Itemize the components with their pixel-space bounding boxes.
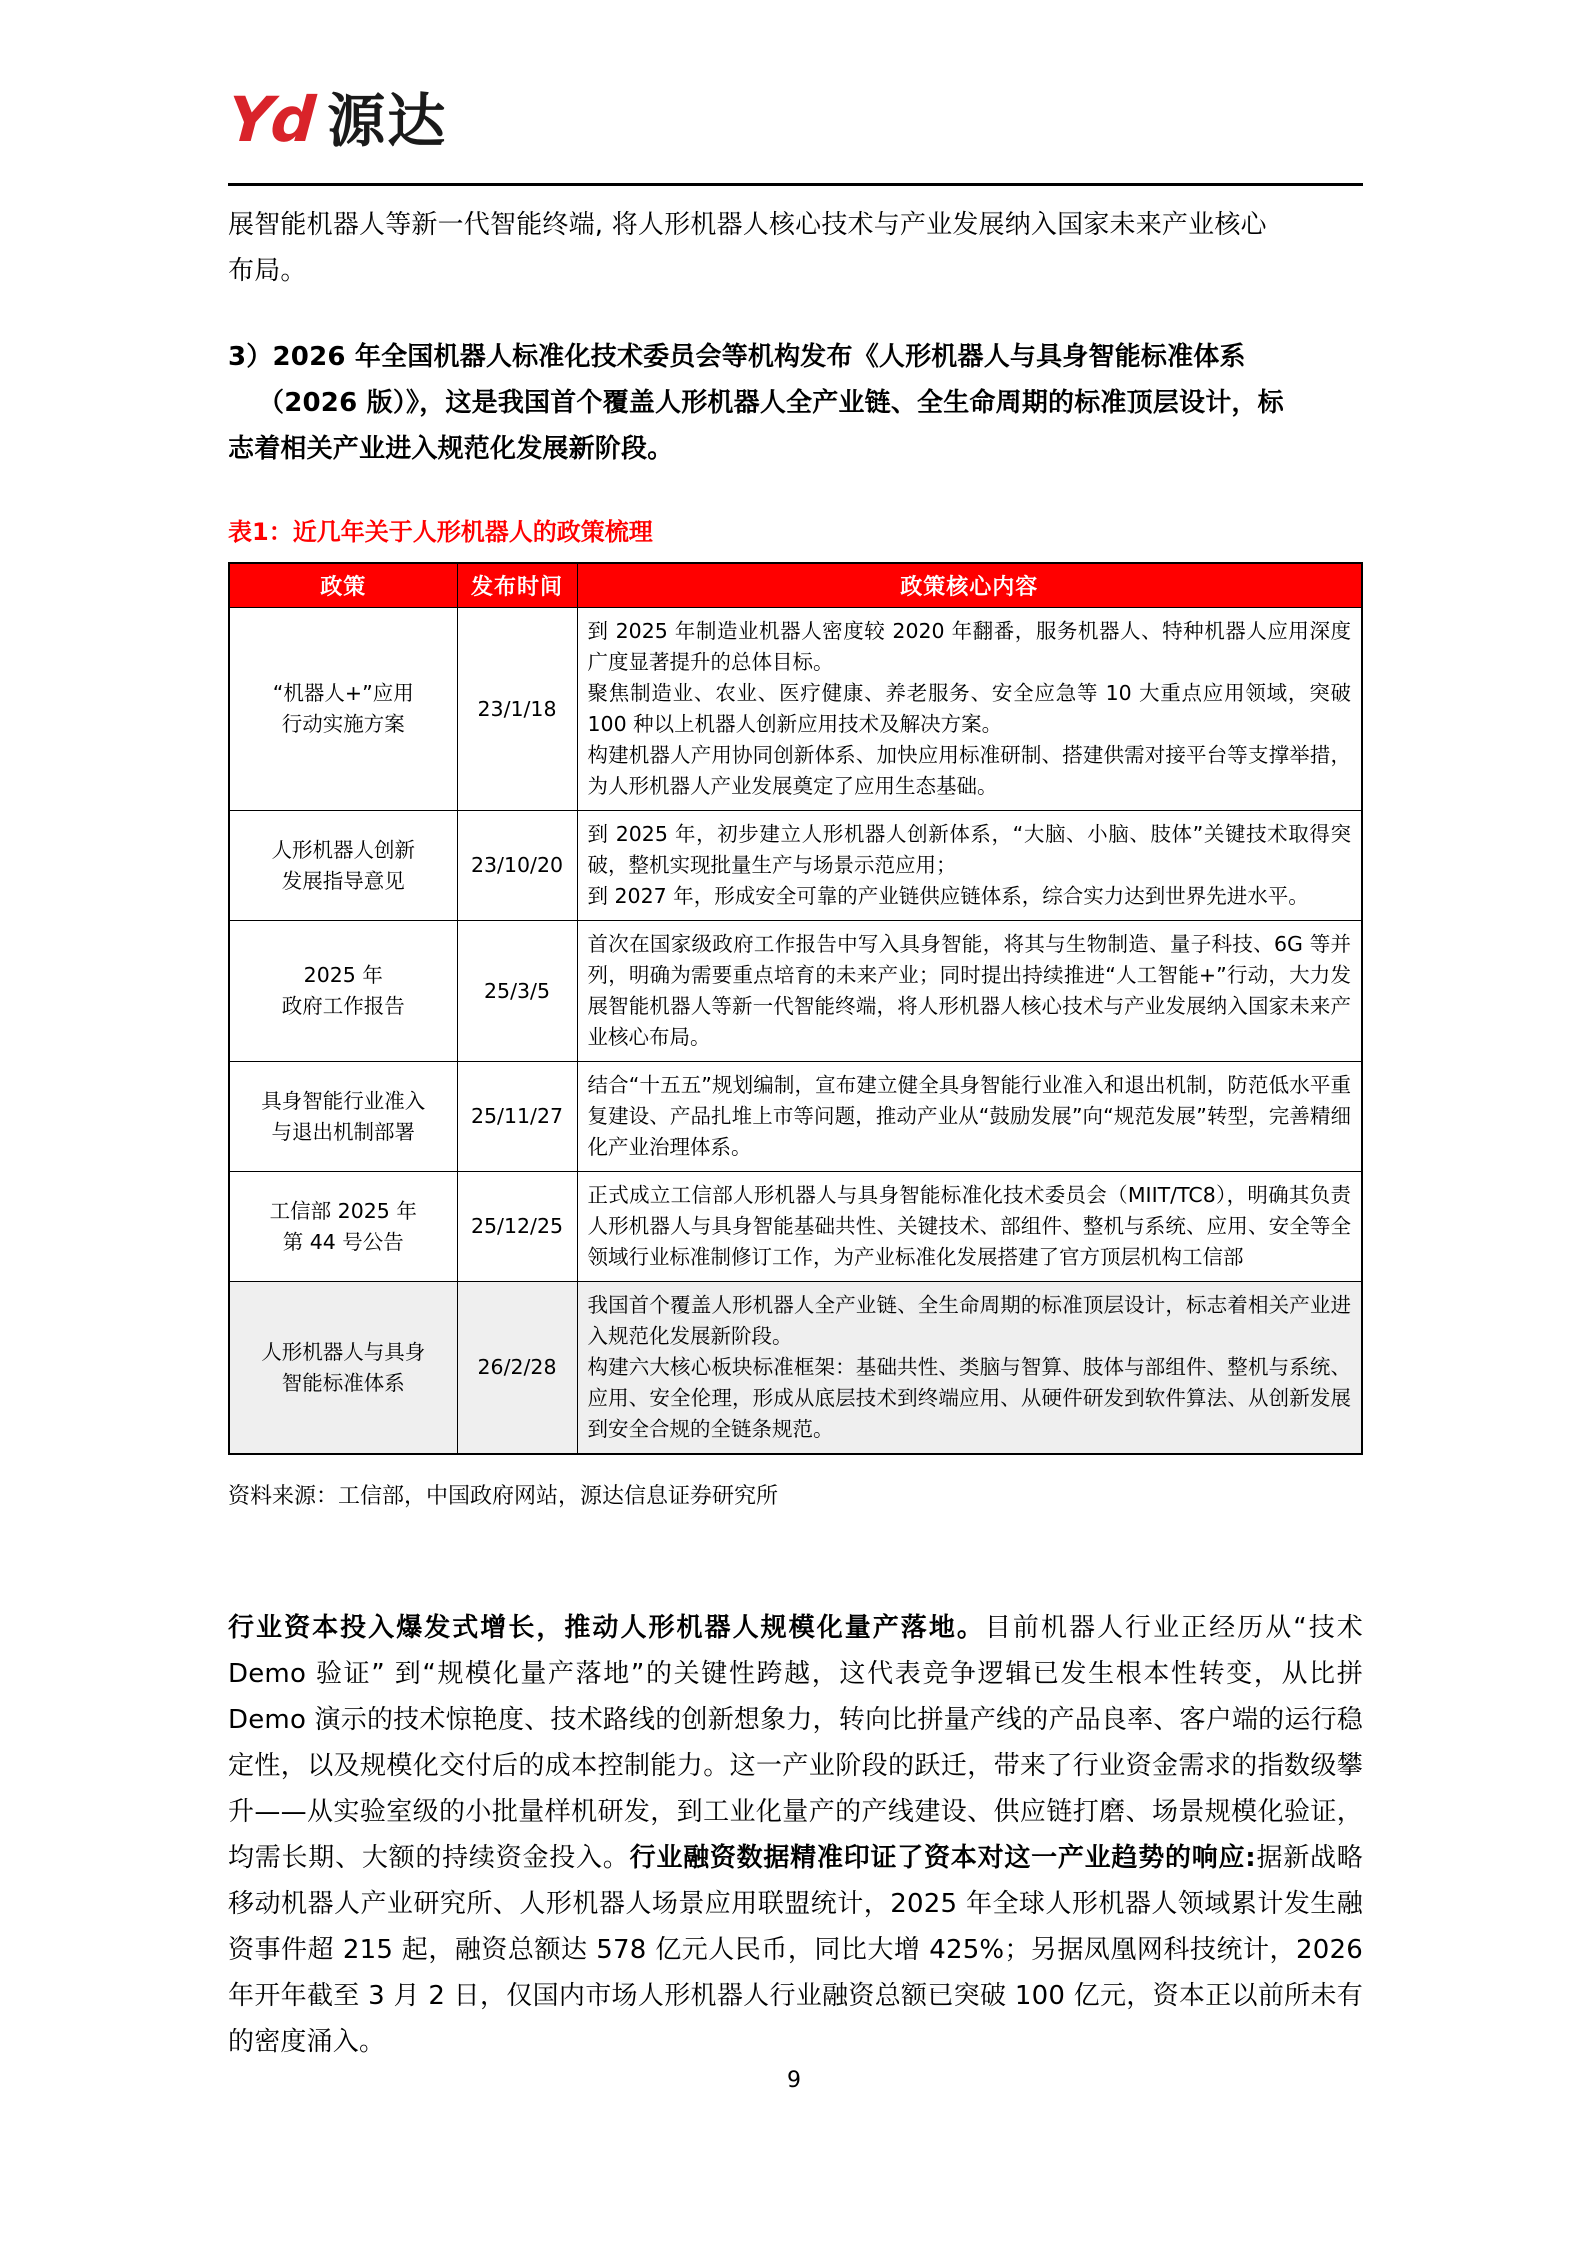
policy-name-line-2: 智能标准体系 [281,1370,405,1395]
cell-content [577,1062,1362,1172]
cell-content [577,811,1362,921]
cell-policy [229,1062,457,1172]
content-paragraph: 到 2025 年，初步建立人形机器人创新体系，“大脑、小脑、肢体”关键技术取得突破，整机实现批量生产与场景示范应用； [587,822,1351,877]
body-text-2: 据新战略移动机器人产业研究所、人形机器人场景应用联盟统计，2025 年全球人形机器人领域累计发生融资事件超 215 起，融资总额达 578 亿元人民币，同比大增 425%；另据凤凰网科技统计，2026 年开年截至 3 月 2 日，仅国内市场人形机器人行业融资总额已突破 100 亿元，资本正以前所未有的密度涌入。 [228,1843,1363,2057]
policy-name-line-1: 人形机器人创新 [271,837,415,862]
page-content [228,196,1363,2065]
policy-name-line-2: 行动实施方案 [281,712,405,736]
cell-content [577,608,1362,811]
continuation-line-2: 布局。 [228,256,307,286]
content-paragraph: 到 2027 年，形成安全可靠的产业链供应链体系，综合实力达到世界先进水平。 [587,884,1309,908]
policy-name-line-1: 2025 年 [303,963,383,987]
logo-mark [225,83,448,156]
policy-name-line-1: 工信部 2025 年 [269,1198,417,1223]
policy-name-line-2: 政府工作报告 [281,994,405,1018]
continuation-paragraph [228,202,1363,294]
cell-policy [229,1282,457,1455]
cell-date: 26/2/28 [457,1282,577,1455]
numbered-item-line-3: 志着相关产业进入规范化发展新阶段。 [228,434,674,464]
capital-investment-paragraph [228,1605,1363,2065]
body-text-1: 目前机器人行业正经历从“技术 Demo 验证” 到“规模化量产落地”的关键性跨越，这代表竞争逻辑已发生根本性转变，从比拼 Demo 演示的技术惊艳度、技术路线的创新想象力，转向比拼量产线的产品良率、客户端的运行稳定性，以及规模化交付后的成本控制能力。这一产业阶段的跃迁，带来了行业资金需求的指数级攀升——从实验室级的小批量样机研发，到工业化量产的产线建设、供应链打磨、场景规模化验证，均需长期、大额的持续资金投入。 [228,1613,1363,1873]
table-row [229,921,1362,1062]
mid-bold-text: 行业融资数据精准印证了资本对这一产业趋势的响应: [629,1843,1256,1873]
content-paragraph: 到 2025 年制造业机器人密度较 2020 年翻番，服务机器人、特种机器人应用深度广度显著提升的总体目标。 [587,619,1351,674]
table-header-row [229,563,1362,608]
numbered-item-3 [228,334,1363,472]
content-paragraph: 结合“十五五”规划编制，宣布建立健全具身智能行业准入和退出机制，防范低水平重复建设、产品扎堆上市等问题，推动产业从“鼓励发展”向“规范发展”转型，完善精细化产业治理体系。 [587,1073,1351,1159]
header-divider [228,183,1363,186]
policy-name-line-2: 与退出机制部署 [271,1119,415,1144]
column-header-policy: 政策 [229,563,457,608]
content-paragraph: 首次在国家级政府工作报告中写入具身智能，将其与生物制造、量子科技、6G 等并列，明确为需要重点培育的未来产业；同时提出持续推进“人工智能+”行动，大力发展智能机器人等新一代智能终端，将人形机器人核心技术与产业发展纳入国家未来产业核心布局。 [587,932,1351,1049]
numbered-item-line-2: （2026 版）》，这是我国首个覆盖人形机器人全产业链、全生命周期的标准顶层设计，标 [258,388,1284,418]
table-row [229,1282,1362,1455]
numbered-item-line-1: 3）2026 年全国机器人标准化技术委员会等机构发布《人形机器人与具身智能标准体系 [228,342,1246,372]
cell-content [577,921,1362,1062]
cell-date: 23/1/18 [457,608,577,811]
table-row [229,1172,1362,1282]
policy-name-line-2: 发展指导意见 [281,868,405,893]
page-number: 9 [787,2068,801,2093]
policy-name-line-1: 具身智能行业准入 [261,1088,426,1113]
cell-date: 25/11/27 [457,1062,577,1172]
content-paragraph: 正式成立工信部人形机器人与具身智能标准化技术委员会（MIIT/TC8），明确其负责人形机器人与具身智能基础共性、关键技术、部组件、整机与系统、应用、安全等全领域行业标准制修订工作，为产业标准化发展搭建了官方顶层机构工信部 [587,1183,1351,1269]
cell-content [577,1172,1362,1282]
policy-name-line-2: 第 44 号公告 [282,1229,404,1254]
table-row [229,1062,1362,1172]
cell-policy [229,811,457,921]
lead-bold-text: 行业资本投入爆发式增长，推动人形机器人规模化量产落地。 [228,1613,985,1643]
cell-policy [229,921,457,1062]
table-row [229,608,1362,811]
cell-content [577,1282,1362,1455]
logo-chinese-text: 源达 [327,87,448,155]
policy-table [228,562,1363,1455]
content-paragraph: 我国首个覆盖人形机器人全产业链、全生命周期的标准顶层设计，标志着相关产业进入规范化发展新阶段。 [587,1293,1351,1348]
table-source-note: 资料来源：工信部，中国政府网站，源达信息证券研究所 [228,1484,779,1509]
table-body [229,608,1362,1455]
table-caption: 表1：近几年关于人形机器人的政策梳理 [228,518,653,546]
lower-text-block [228,1605,1363,2065]
content-paragraph: 聚焦制造业、农业、医疗健康、养老服务、安全应急等 10 大重点应用领域，突破 100 种以上机器人创新应用技术及解决方案。 [587,681,1351,736]
cell-policy [229,608,457,811]
cell-date: 25/12/25 [457,1172,577,1282]
cell-date: 23/10/20 [457,811,577,921]
logo-latin-text: Yd [225,83,316,156]
brand-logo [225,83,448,156]
continuation-line-1: 展智能机器人等新一代智能终端, 将人形机器人核心技术与产业发展纳入国家未来产业核心 [228,210,1267,240]
cell-policy [229,1172,457,1282]
content-paragraph: 构建机器人产用协同创新体系、加快应用标准研制、搭建供需对接平台等支撑举措，为人形机器人产业发展奠定了应用生态基础。 [587,743,1351,798]
content-paragraph: 构建六大核心板块标准框架：基础共性、类脑与智算、肢体与部组件、整机与系统、应用、安全伦理，形成从底层技术到终端应用、从硬件研发到软件算法、从创新发展到安全合规的全链条规范。 [587,1355,1351,1441]
column-header-date: 发布时间 [457,563,577,608]
policy-name-line-1: “机器人+”应用 [272,681,414,705]
policy-name-line-1: 人形机器人与具身 [261,1339,426,1364]
column-header-content: 政策核心内容 [577,563,1362,608]
table-row [229,811,1362,921]
cell-date: 25/3/5 [457,921,577,1062]
